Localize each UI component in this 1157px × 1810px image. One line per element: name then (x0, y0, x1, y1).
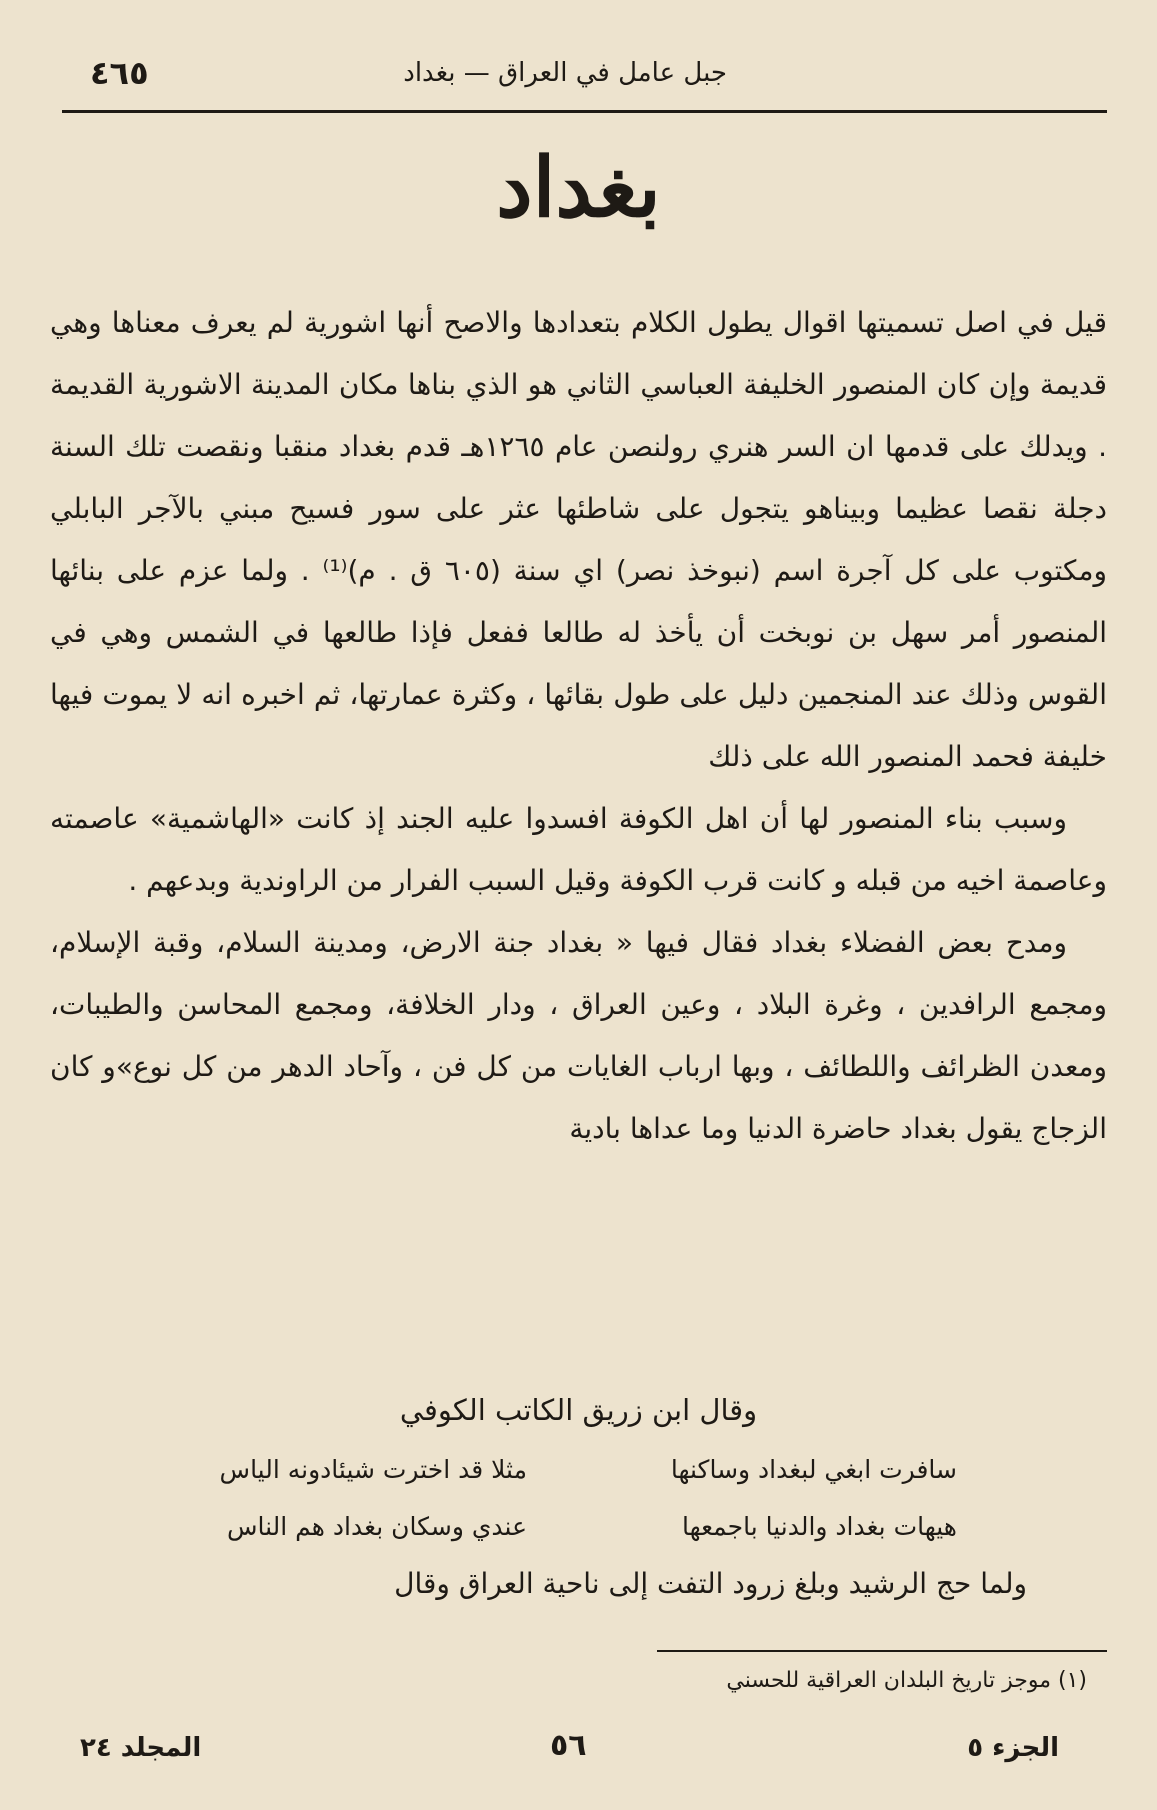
footnote-rule (657, 1650, 1107, 1652)
paragraph-praise: ومدح بعض الفضلاء بغداد فقال فيها « بغداد جنة الارض، ومدينة السلام، وقبة الإسلام، ومجمع الرافدين ، وغرة البلاد ، وعين العراق ، ودار الخلافة، ومجمع المحاسن والطيبات، ومعدن الظرائف واللطائف ، وبها ارباب الغايات من كل فن ، وآحاد الدهر من كل نوع»و كان الزجاج يقول بغداد حاضرة الدنيا وما عداها بادية (50, 926, 1107, 1145)
paragraph-etymology: قيل في اصل تسميتها اقوال يطول الكلام بتعدادها والاصح أنها اشورية لم يعرف معناها وهي قديمة وإن كان المنصور الخليفة العباسي الثاني هو الذي بناها مكان المدينة الاشورية القديمة . ويدلك على قدمها ان السر هنري رولنصن عام ١٢٦٥هـ قدم بغداد منقبا ونقصت تلك السنة دجلة نقصا عظيما وبيناهو يتجول على شاطئها عثر على سور فسيح مبني بالآجر البابلي ومكتوب على كل آجرة اسم (نبوخذ نصر) اي سنة (٦٠٥ ق . م)⁽¹⁾ . ولما عزم على بنائها المنصور أمر سهل بن نوبخت أن يأخذ له طالعا ففعل فإذا طالعها في الشمس وهي في القوس وذلك عند المنجمين دليل على طول بقائها ، وكثرة عمارتها، ثم اخبره انه لا يموت فيها خليفة فحمد المنصور الله على ذلك (50, 306, 1107, 773)
page-number: ٤٦٥ (90, 54, 149, 92)
verse-second-hemistich: مثلا قد اخترت شيئادونه الياس (219, 1455, 527, 1484)
chapter-title: بغداد (496, 140, 661, 236)
verse-first-hemistich: سافرت ابغي لبغداد وساكنها (670, 1455, 957, 1484)
closing-line: ولما حج الرشيد وبلغ زرود التفت إلى ناحية العراق وقال (394, 1567, 1027, 1600)
footer-part-number: الجزء ٥ (967, 1733, 1059, 1763)
running-head (60, 54, 1107, 102)
header-rule (62, 110, 1107, 113)
footer-volume-number: المجلد ٢٤ (80, 1733, 202, 1763)
verse-line (120, 1455, 957, 1495)
verse-first-hemistich: هيهات بغداد والدنيا باجمعها (681, 1512, 957, 1541)
verse-intro: وقال ابن زريق الكاتب الكوفي (399, 1393, 758, 1427)
footer-sheet-number: ٥٦ (550, 1728, 587, 1763)
verse-line (120, 1512, 957, 1552)
footnote: (١) موجز تاريخ البلدان العراقية للحسني (726, 1668, 1087, 1693)
verse-second-hemistich: عندي وسكان بغداد هم الناس (226, 1512, 527, 1541)
running-title: جبل عامل في العراق — بغداد (403, 58, 727, 88)
paragraph-reason: وسبب بناء المنصور لها أن اهل الكوفة افسدوا عليه الجند إذ كانت «الهاشمية» عاصمته وعاصمة اخيه من قبله و كانت قرب الكوفة وقيل السبب الفرار من الراوندية وبدعهم . (50, 802, 1107, 897)
body-text (50, 292, 1107, 1160)
